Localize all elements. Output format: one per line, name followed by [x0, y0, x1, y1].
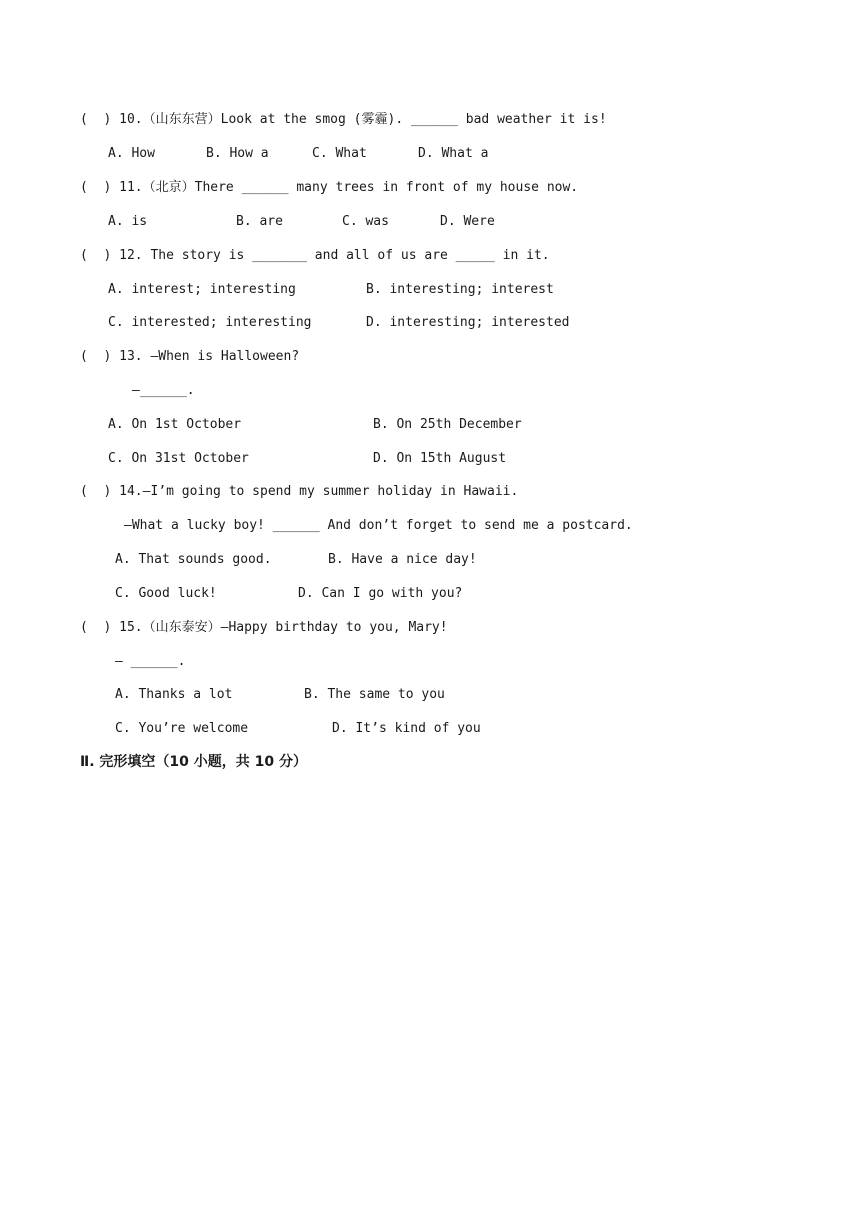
question-13-option-a: A. On 1st October: [108, 417, 242, 432]
question-10-option-a: A. How: [108, 146, 155, 161]
question-14-stem: ( ) 14.—I’m going to spend my summer holiday in Hawaii.: [80, 484, 519, 499]
question-15-option-d: D. It’s kind of you: [332, 721, 481, 736]
question-12-option-c: C. interested; interesting: [108, 315, 312, 330]
question-13-answer-line: —______.: [132, 383, 195, 398]
question-10-option-d: D. What a: [418, 146, 489, 161]
question-12-stem: ( ) 12. The story is _______ and all of us are _____ in it.: [80, 248, 550, 263]
question-14-option-b: B. Have a nice day!: [328, 552, 477, 567]
question-11-option-d: D. Were: [440, 214, 495, 229]
question-14-option-c: C. Good luck!: [115, 586, 217, 601]
question-13-option-d: D. On 15th August: [373, 451, 507, 466]
question-14-option-a: A. That sounds good.: [115, 552, 272, 567]
question-15-option-a: A. Thanks a lot: [115, 687, 233, 702]
question-15-option-b: B. The same to you: [304, 687, 445, 702]
question-13-option-c: C. On 31st October: [108, 451, 249, 466]
question-12-option-a: A. interest; interesting: [108, 282, 296, 297]
question-15-answer-line: — ______.: [115, 654, 186, 669]
section-heading-cloze: Ⅱ. 完形填空（10 小题，共 10 分）: [80, 754, 308, 770]
question-11-stem: ( ) 11.（北京）There ______ many trees in front of my house now.: [80, 180, 579, 195]
question-14-option-d: D. Can I go with you?: [298, 586, 463, 601]
question-10-stem: ( ) 10.（山东东营）Look at the smog (雾霾). ______ bad weather it is!: [80, 112, 607, 127]
question-11-option-c: C. was: [342, 214, 389, 229]
question-13-stem: ( ) 13. —When is Halloween?: [80, 349, 300, 364]
question-11-option-b: B. are: [236, 214, 283, 229]
question-14-reply-line: —What a lucky boy! ______ And don’t forget to send me a postcard.: [124, 518, 633, 533]
question-15-option-c: C. You’re welcome: [115, 721, 249, 736]
question-11-option-a: A. is: [108, 214, 148, 229]
question-12-option-b: B. interesting; interest: [366, 282, 554, 297]
question-10-option-b: B. How a: [206, 146, 269, 161]
question-10-option-c: C. What: [312, 146, 367, 161]
question-15-stem: ( ) 15.（山东泰安）—Happy birthday to you, Mary!: [80, 620, 448, 635]
question-13-option-b: B. On 25th December: [373, 417, 522, 432]
question-12-option-d: D. interesting; interested: [366, 315, 570, 330]
